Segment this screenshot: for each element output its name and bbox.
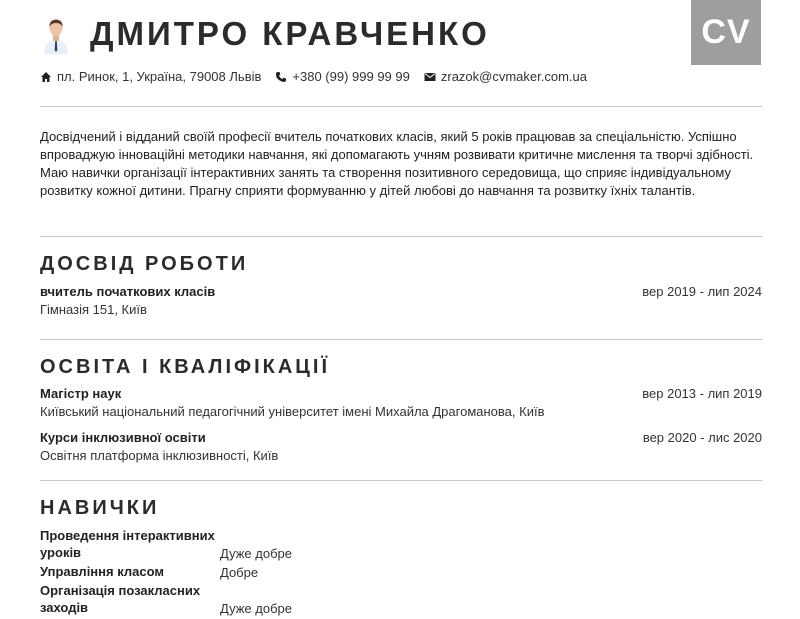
person-name: ДМИТРО КРАВЧЕНКО — [90, 15, 490, 52]
degree-dates: вер 2013 - лип 2019 — [642, 386, 762, 401]
address-text: пл. Ринок, 1, Україна, 79008 Львів — [57, 69, 262, 84]
profile-summary: Досвідчений і відданий своїй професії вчитель початкових класів, який 5 років працював за спеціальністю. Успішно впроваджую інноваційні методики навчання, які допомагають учням розвивати критичне мислення та творчі здібності. Маю навички організації інтерактивних занять та створення позитивного середовища, що сприяє індивідуальному розвитку кожної дитини. Прагну сприяти формуванню у дітей любові до навчання та розвитку їхніх талантів. — [40, 129, 754, 198]
degree-place: Київський національний педагогічний університет імені Михайла Драгоманова, Київ — [40, 404, 545, 419]
header — [40, 14, 490, 54]
section-title-skills: НАВИЧКИ — [40, 497, 160, 519]
skill-row — [40, 582, 292, 616]
home-icon — [40, 71, 52, 83]
skill-row — [40, 563, 258, 580]
divider — [40, 236, 762, 237]
email-icon — [424, 72, 436, 82]
education-entry — [40, 386, 762, 419]
phone-text: +380 (99) 999 99 99 — [292, 69, 410, 84]
contact-address — [40, 69, 261, 84]
skill-level: Добре — [220, 565, 259, 580]
contact-email — [424, 69, 587, 84]
skill-level: Дуже добре — [220, 601, 292, 616]
job-dates: вер 2019 - лип 2024 — [642, 284, 762, 299]
skill-row — [40, 527, 292, 561]
skill-level: Дуже добре — [220, 546, 292, 561]
experience-entry — [40, 284, 762, 317]
skill-name: Управління класом — [40, 564, 164, 579]
section-title-education: ОСВІТА І КВАЛІФІКАЦІЇ — [40, 356, 330, 378]
section-title-experience: ДОСВІД РОБОТИ — [40, 253, 249, 275]
avatar — [40, 14, 72, 54]
divider — [40, 339, 762, 340]
contact-phone — [275, 69, 409, 84]
course-place: Освітня платформа інклюзивності, Київ — [40, 448, 279, 463]
phone-icon — [275, 71, 287, 83]
divider — [40, 106, 762, 107]
job-place: Гімназія 151, Київ — [40, 302, 147, 317]
degree-title: Магістр наук — [40, 386, 122, 401]
skill-name: Організація позакласних заходів — [40, 583, 201, 615]
email-text: zrazok@cvmaker.com.ua — [440, 69, 587, 84]
job-title: вчитель початкових класів — [40, 284, 216, 299]
contact-bar — [40, 69, 601, 84]
course-title: Курси інклюзивної освіти — [40, 430, 206, 445]
skill-name: Проведення інтерактивних уроків — [40, 528, 215, 560]
cv-badge: CV — [691, 0, 761, 65]
course-dates: вер 2020 - лис 2020 — [642, 430, 762, 445]
education-entry — [40, 430, 762, 463]
divider — [40, 480, 762, 481]
